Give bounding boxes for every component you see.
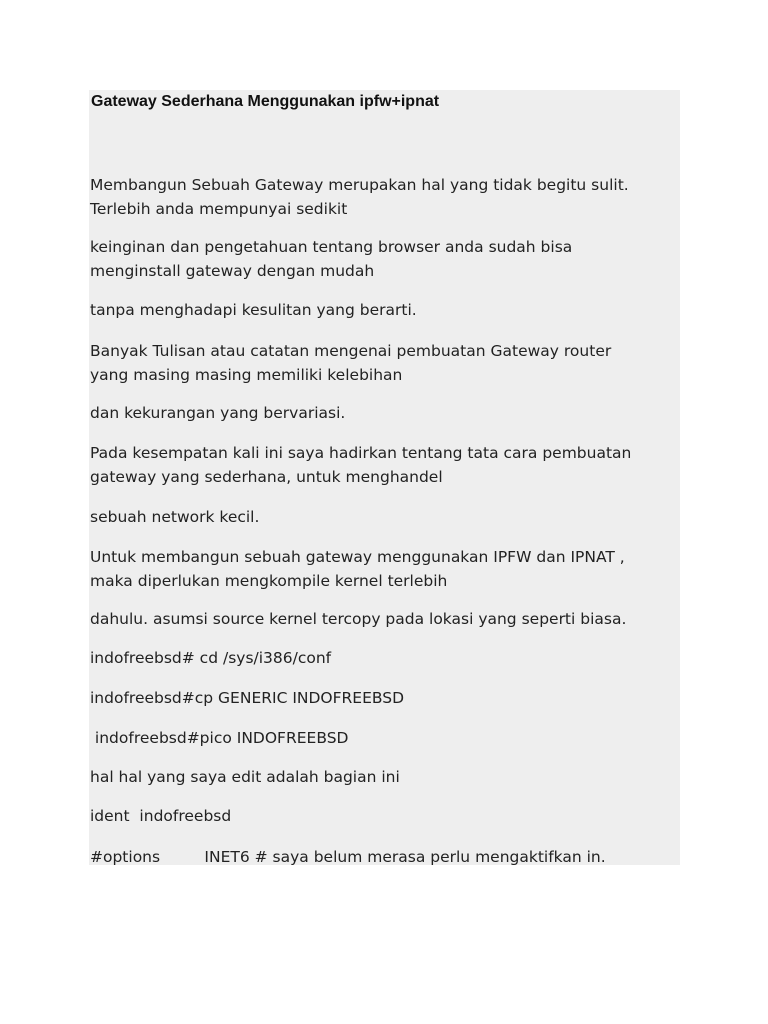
paragraph-line: yang masing masing memiliki kelebihan — [90, 366, 403, 384]
paragraph — [90, 298, 417, 322]
paragraph — [90, 686, 404, 710]
paragraph — [90, 505, 259, 529]
paragraph-line: #options INET6 # saya belum merasa perlu mengaktifkan in. — [90, 848, 606, 866]
paragraph — [90, 804, 231, 828]
paragraph-line: ident indofreebsd — [90, 807, 232, 825]
paragraph-line: keinginan dan pengetahuan tentang browser anda sudah bisa — [90, 238, 573, 256]
paragraph-line: Terlebih anda mempunyai sedikit — [90, 200, 348, 218]
paragraph — [90, 845, 606, 869]
paragraph-line: Membangun Sebuah Gateway merupakan hal yang tidak begitu sulit. — [90, 176, 629, 194]
paragraph — [90, 401, 345, 425]
paragraph — [90, 173, 629, 221]
paragraph-line: indofreebsd#cp GENERIC INDOFREEBSD — [90, 689, 405, 707]
paragraph-line: Untuk membangun sebuah gateway menggunakan IPFW dan IPNAT , — [90, 548, 625, 566]
paragraph-line: dahulu. asumsi source kernel tercopy pada lokasi yang seperti biasa. — [90, 610, 627, 628]
paragraph — [90, 235, 572, 283]
paragraph — [90, 545, 625, 593]
paragraph-line: dan kekurangan yang bervariasi. — [90, 404, 346, 422]
paragraph-line: gateway yang sederhana, untuk menghandel — [90, 468, 443, 486]
paragraph — [90, 646, 331, 670]
paragraph-line: Pada kesempatan kali ini saya hadirkan tentang tata cara pembuatan — [90, 444, 632, 462]
document-title: Gateway Sederhana Menggunakan ipfw+ipnat — [91, 93, 440, 110]
paragraph-line: indofreebsd# cd /sys/i386/conf — [90, 649, 332, 667]
paragraph — [90, 607, 626, 631]
paragraph — [90, 339, 611, 387]
paragraph-line: indofreebsd#pico INDOFREEBSD — [90, 729, 349, 747]
paragraph — [90, 726, 348, 750]
paragraph-line: hal hal yang saya edit adalah bagian ini — [90, 768, 400, 786]
paragraph-line: maka diperlukan mengkompile kernel terlebih — [90, 572, 448, 590]
paragraph — [90, 765, 400, 789]
paragraph-line: sebuah network kecil. — [90, 508, 260, 526]
paragraph-line: Banyak Tulisan atau catatan mengenai pembuatan Gateway router — [90, 342, 612, 360]
paragraph — [90, 441, 631, 489]
paragraph-line: menginstall gateway dengan mudah — [90, 262, 375, 280]
paragraph-line: tanpa menghadapi kesulitan yang berarti. — [90, 301, 417, 319]
